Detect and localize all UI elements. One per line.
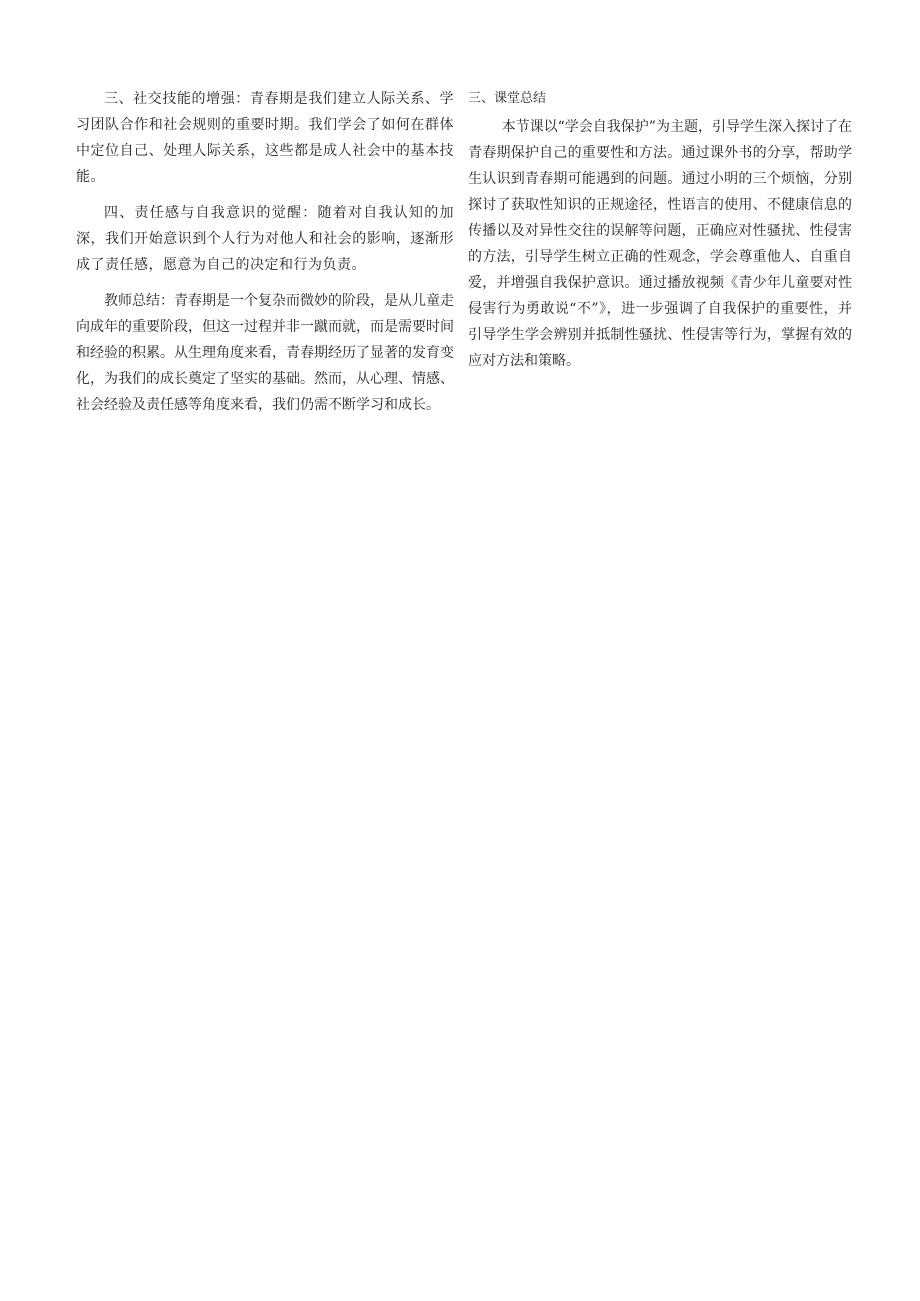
class-summary-heading: 三、课堂总结 <box>468 91 547 106</box>
right-column <box>468 86 852 384</box>
social-skills-paragraph: 三、社交技能的增强：青春期是我们建立人际关系、学习团队合作和社会规则的重要时期。我们学会了如何在群体中定位自己、处理人际关系，这些都是成人社会中的基本技能。 <box>76 91 454 185</box>
teacher-summary-paragraph: 教师总结：青春期是一个复杂而微妙的阶段，是从儿童走向成年的重要阶段，但这一过程并非一蹴而就，而是需要时间和经验的积累。从生理角度来看，青春期经历了显著的发育变化，为我们的成长奠定了坚实的基础。然而，从心理、情感、社会经验及责任感等角度来看，我们仍需不断学习和成长。 <box>76 293 454 413</box>
class-summary-paragraph: 本节课以“学会自我保护”为主题，引导学生深入探讨了在青春期保护自己的重要性和方法。通过课外书的分享，帮助学生认识到青春期可能遇到的问题。通过小明的三个烦恼，分别探讨了获取性知识的正规途径，性语言的使用、不健康信息的传播以及对异性交往的误解等问题，正确应对性骚扰、性侵害的方法，引导学生树立正确的性观念，学会尊重他人、自重自爱，并增强自我保护意识。通过播放视频《青少年儿童要对性侵害行为勇敢说“不”》，进一步强调了自我保护的重要性，并引导学生学会辨别并抵制性骚扰、性侵害等行为，掌握有效的应对方法和策略。 <box>468 119 852 369</box>
responsibility-paragraph: 四、责任感与自我意识的觉醒：随着对自我认知的加深，我们开始意识到个人行为对他人和社会的影响，逐渐形成了责任感，愿意为自己的决定和行为负责。 <box>76 205 454 273</box>
left-column <box>76 86 454 428</box>
